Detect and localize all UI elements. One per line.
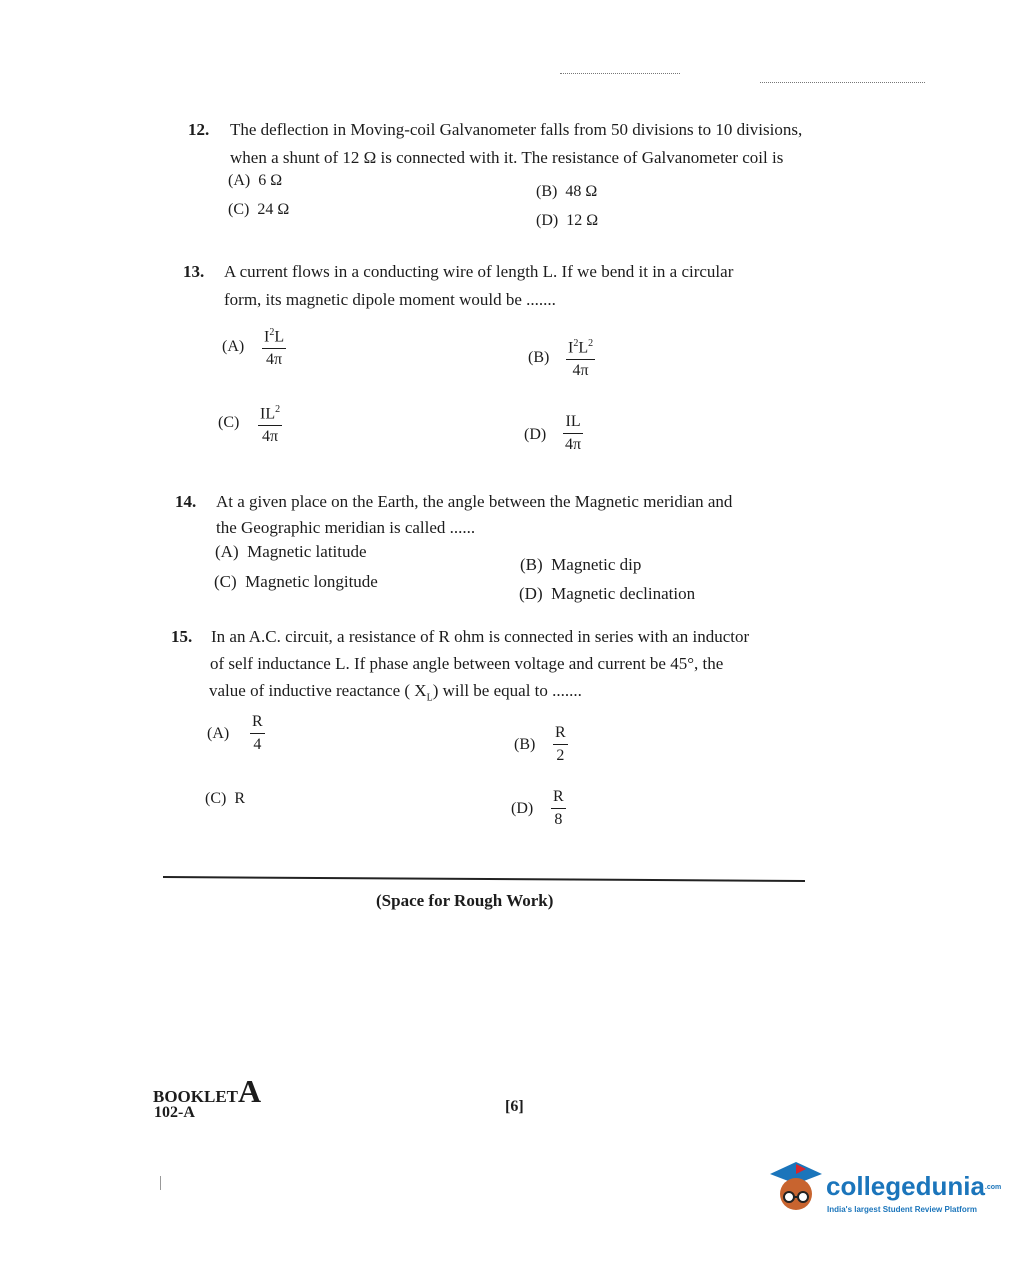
- question-12-line-1: The deflection in Moving-coil Galvanometer falls from 50 divisions to 10 divisions,: [230, 120, 803, 139]
- booklet-letter: A: [238, 1073, 262, 1109]
- option-a: [228, 172, 282, 190]
- denominator: 4π: [565, 436, 582, 453]
- question-number: 12.: [188, 120, 210, 139]
- option-a-label: (A): [222, 338, 245, 355]
- question-14: [175, 490, 196, 514]
- line-text: ) will be equal to .......: [432, 681, 582, 700]
- option-c: [205, 790, 245, 808]
- question-14-line-2: the Geographic meridian is called ......: [216, 518, 476, 537]
- option-b-fraction: [566, 335, 595, 380]
- subscript: L: [426, 692, 433, 704]
- rough-work-heading: (Space for Rough Work): [376, 891, 554, 910]
- denominator: 2: [556, 747, 565, 764]
- collegedunia-tagline: India's largest Student Review Platform: [827, 1205, 977, 1214]
- question-15-line-2: of self inductance L. If phase angle between voltage and current be 45°, the: [210, 654, 724, 673]
- question-15-line-1: In an A.C. circuit, a resistance of R ohm is connected in series with an inductor: [211, 627, 750, 646]
- option-text: 12 Ω: [566, 212, 599, 229]
- option-label: (A): [228, 172, 251, 189]
- option-d: [536, 212, 598, 230]
- exponent: 2: [573, 338, 579, 349]
- option-text: 48 Ω: [565, 183, 598, 200]
- exponent: 2: [275, 404, 281, 415]
- option-text: Magnetic longitude: [245, 572, 378, 591]
- exponent: 2: [588, 338, 594, 349]
- option-d: [519, 582, 695, 606]
- option-text: Magnetic declination: [551, 584, 696, 603]
- scan-speckle: [560, 73, 680, 75]
- option-a-fraction: [250, 713, 265, 754]
- question-13-line-2: form, its magnetic dipole moment would be .......: [224, 290, 556, 309]
- option-label: (C): [205, 790, 227, 807]
- option-b-fraction: [553, 724, 568, 765]
- line-text: value of inductive reactance ( X: [209, 681, 427, 700]
- numerator: IL: [260, 405, 276, 423]
- collegedunia-brand: [826, 1172, 1001, 1202]
- denominator: 4π: [262, 428, 279, 446]
- brand-suffix: .com: [984, 1184, 1002, 1192]
- option-label: (D): [536, 212, 559, 229]
- option-text: R: [234, 790, 245, 807]
- numerator: IL: [565, 413, 581, 430]
- denominator: 8: [554, 811, 563, 828]
- option-c: [228, 201, 289, 219]
- option-c-fraction: [258, 401, 282, 446]
- denominator: 4π: [266, 351, 283, 369]
- separator-line: [163, 876, 805, 882]
- question-number: 14.: [175, 492, 197, 511]
- option-a-fraction: [262, 324, 286, 369]
- option-text: Magnetic latitude: [247, 542, 367, 561]
- numerator-tail: L: [274, 328, 285, 346]
- option-a: [215, 540, 367, 564]
- option-d-label: (D): [511, 800, 534, 817]
- option-label: (A): [215, 542, 239, 561]
- option-label: (B): [520, 555, 543, 574]
- question-12-line-2: when a shunt of 12 Ω is connected with it. The resistance of Galvanometer coil is: [230, 148, 784, 167]
- exponent: 2: [269, 327, 275, 338]
- question-number: 15.: [171, 627, 193, 646]
- option-c-label: (C): [218, 414, 240, 431]
- scan-mark: [160, 1176, 161, 1190]
- question-13-line-1: A current flows in a conducting wire of length L. If we bend it in a circular: [224, 262, 734, 281]
- option-label: (C): [214, 572, 237, 591]
- option-b-label: (B): [528, 349, 550, 366]
- option-b: [520, 553, 641, 577]
- option-label: (B): [536, 183, 558, 200]
- question-15-line-3: [209, 679, 582, 710]
- option-text: Magnetic dip: [551, 555, 642, 574]
- numerator: R: [252, 713, 263, 730]
- question-12: [188, 118, 209, 142]
- numerator: R: [553, 788, 564, 805]
- option-c: [214, 570, 378, 594]
- scan-speckle: [760, 82, 925, 84]
- page-number: [6]: [505, 1098, 524, 1115]
- option-d-label: (D): [524, 426, 547, 443]
- option-label: (D): [519, 584, 543, 603]
- numerator: I: [568, 339, 574, 357]
- brand-text: collegedunia: [826, 1171, 985, 1201]
- booklet-code: 102-A: [154, 1104, 195, 1121]
- option-d-fraction: [563, 413, 583, 454]
- option-label: (C): [228, 201, 250, 218]
- collegedunia-logo-icon: [766, 1160, 826, 1216]
- numerator-mid: L: [578, 339, 589, 357]
- question-number: 13.: [183, 262, 205, 281]
- option-text: 6 Ω: [258, 172, 283, 189]
- booklet-word: BOOKLET: [153, 1087, 239, 1106]
- question-13: [183, 260, 204, 284]
- option-b: [536, 183, 597, 201]
- denominator: 4π: [572, 362, 589, 380]
- numerator: R: [555, 724, 566, 741]
- option-text: 24 Ω: [257, 201, 290, 218]
- denominator: 4: [253, 736, 262, 753]
- option-b-label: (B): [514, 736, 536, 753]
- option-a-label: (A): [207, 725, 230, 742]
- option-d-fraction: [551, 788, 566, 829]
- booklet-label: [153, 1073, 262, 1109]
- question-15: [171, 625, 192, 649]
- question-14-line-1: At a given place on the Earth, the angle between the Magnetic meridian and: [216, 492, 733, 511]
- numerator: I: [264, 328, 270, 346]
